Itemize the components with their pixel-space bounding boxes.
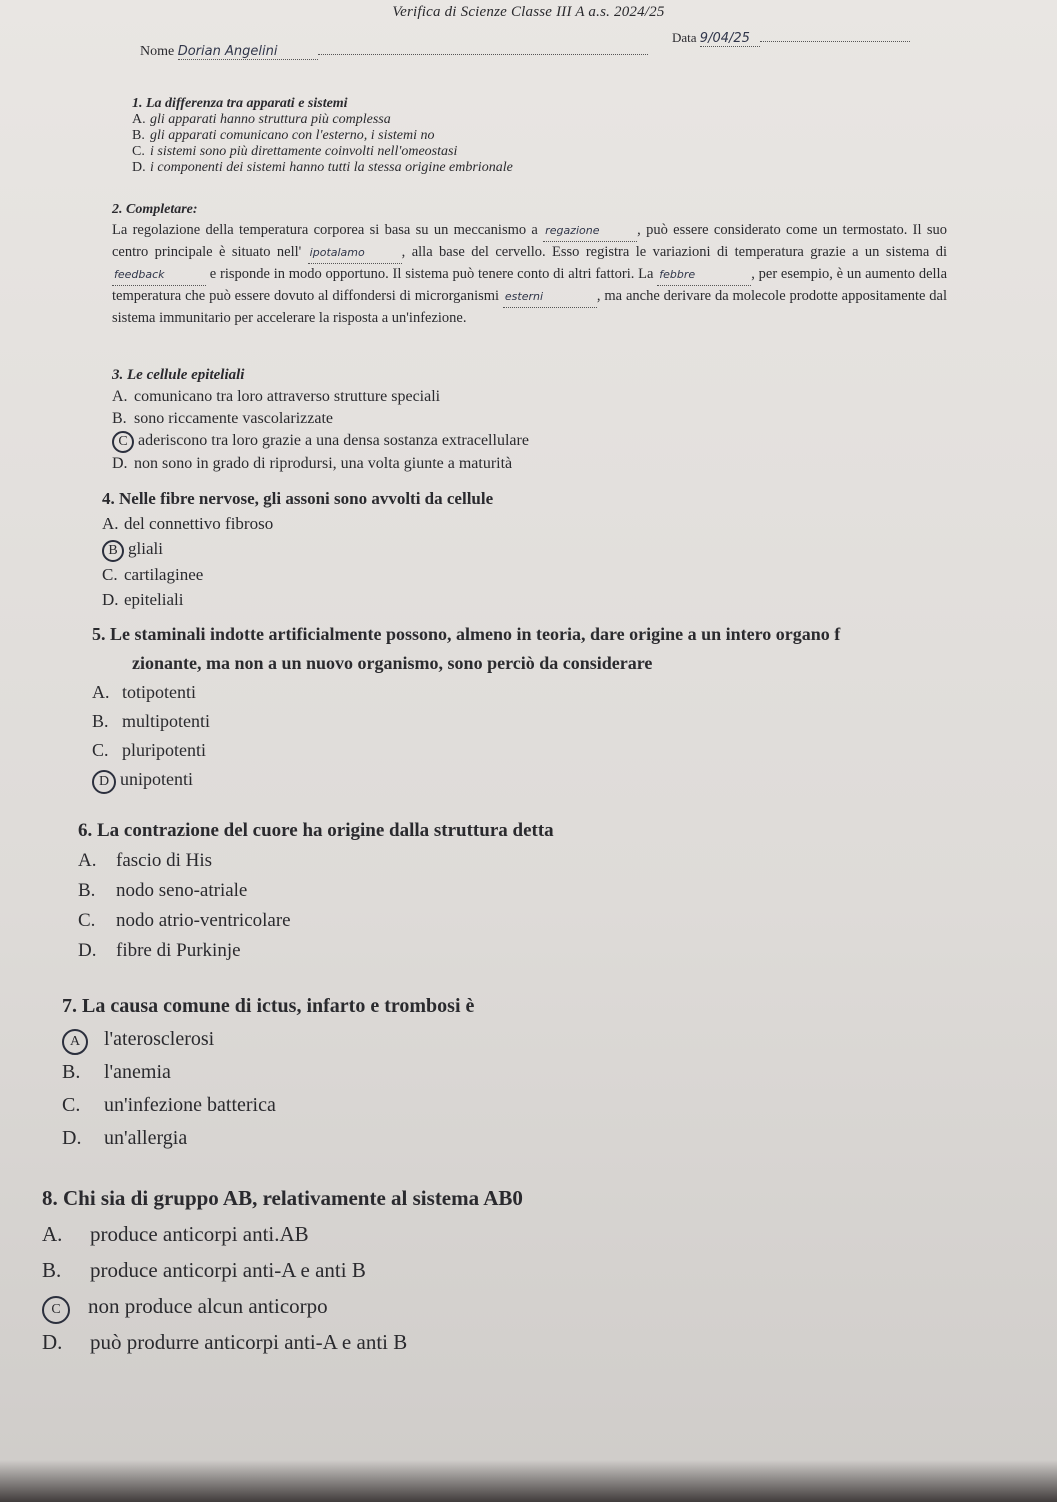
blank-3[interactable]: feedback (112, 265, 206, 286)
option-a[interactable]: A. gli apparati hanno struttura più complessa (132, 112, 391, 127)
question-title-line-1: 5. Le staminali indotte artificialmente possono, almeno in teoria, dare origine a un intero organo f (92, 624, 841, 644)
blank-2[interactable]: ipotalamo (308, 243, 402, 264)
date-label: Data (672, 30, 697, 45)
question-title: 7. La causa comune di ictus, infarto e trombosi è (62, 995, 475, 1017)
option-b[interactable]: B. l'anemia (62, 1061, 171, 1083)
question-title: 2. Completare: (112, 202, 198, 217)
option-c[interactable]: C. i sistemi sono più direttamente coinvolti nell'omeostasi (132, 144, 458, 159)
blank-5[interactable]: esterni (503, 287, 597, 308)
question-3 (112, 364, 529, 475)
option-d[interactable]: D. può produrre anticorpi anti-A e anti B (42, 1330, 408, 1354)
name-label: Nome (140, 44, 175, 59)
option-a[interactable]: A. comunicano tra loro attraverso strutture speciali (112, 388, 441, 405)
date-handwritten: 9/04/25 (700, 31, 760, 47)
option-d[interactable]: D. fibre di Purkinje (78, 940, 241, 961)
option-a-selected[interactable]: A l'aterosclerosi (62, 1023, 474, 1056)
option-d[interactable]: D. epiteliali (102, 590, 184, 609)
question-6 (78, 816, 554, 966)
option-d[interactable]: D. non sono in grado di riprodursi, una volta giunte a maturità (112, 455, 513, 472)
option-c[interactable]: C. nodo atrio-ventricolare (78, 910, 291, 931)
option-c[interactable]: C. pluripotenti (92, 740, 206, 760)
blank-4[interactable]: febbre (657, 265, 751, 286)
option-c-selected[interactable]: C non produce alcun anticorpo (42, 1288, 523, 1324)
option-b[interactable]: B. multipotenti (92, 711, 210, 731)
answer-circle-icon: B (102, 540, 124, 562)
question-1 (132, 96, 513, 176)
option-b[interactable]: B. sono riccamente vascolarizzate (112, 410, 333, 427)
option-c[interactable]: C. cartilaginee (102, 565, 204, 584)
date-dotted-line (760, 41, 910, 42)
blank-1[interactable]: regazione (543, 221, 637, 242)
question-4 (102, 486, 493, 612)
option-b[interactable]: B. gli apparati comunicano con l'esterno, i sistemi no (132, 128, 435, 143)
question-title: 4. Nelle fibre nervose, gli assoni sono avvolti da cellule (102, 489, 494, 508)
date-field (672, 30, 910, 47)
question-8 (42, 1180, 523, 1360)
option-b-selected[interactable]: B gliali (102, 536, 493, 562)
option-c-selected[interactable]: C aderiscono tra loro grazie a una densa sostanza extracellulare (112, 430, 529, 453)
option-a[interactable]: A. del connettivo fibroso (102, 514, 274, 533)
question-title: 6. La contrazione del cuore ha origine dalla struttura detta (78, 820, 554, 841)
answer-circle-icon: C (42, 1296, 70, 1324)
question-title: 1. La differenza tra apparati e sistemi (132, 96, 348, 111)
answer-circle-icon: C (112, 431, 134, 453)
question-title: 8. Chi sia di gruppo AB, relativamente al sistema AB0 (42, 1186, 523, 1210)
option-c[interactable]: C. un'infezione batterica (62, 1094, 276, 1116)
photo-bottom-shadow (0, 1460, 1057, 1502)
name-handwritten: Dorian Angelini (178, 44, 318, 60)
question-7 (62, 990, 474, 1155)
option-b[interactable]: B. produce anticorpi anti-A e anti B (42, 1258, 366, 1282)
option-a[interactable]: A. totipotenti (92, 682, 196, 702)
question-2 (112, 200, 947, 328)
answer-circle-icon: D (92, 770, 116, 794)
question-title-line-2: zionante, ma non a un nuovo organismo, sono perciò da considerare (132, 653, 653, 673)
option-d[interactable]: D. i componenti dei sistemi hanno tutti la stessa origine embrionale (132, 160, 513, 175)
question-5 (92, 620, 1057, 794)
answer-circle-icon: A (62, 1029, 88, 1055)
option-d-selected[interactable]: D unipotenti (92, 765, 1057, 794)
fill-in-paragraph: La regolazione della temperatura corporea si basa su un meccanismo a regazione , può essere considerato come un termostato. Il suo centro principale è situato nell' ipotalamo , alla base del cervello. Esso registra le variazioni di temperatura grazie a un sistema di feedback e risponde in modo opportuno. Il sistema può tenere conto di altri fattori. La febbre , per esempio, è un aumento della temperatura che può essere dovuto al diffondersi di microrganismi esterni , ma anche derivare da molecole prodotte appositamente dal sistema immunitario per accelerare la risposta a un'infezione. (112, 222, 948, 326)
option-b[interactable]: B. nodo seno-atriale (78, 880, 248, 901)
option-a[interactable]: A. produce anticorpi anti.AB (42, 1222, 309, 1246)
option-a[interactable]: A. fascio di His (78, 850, 213, 871)
document-title: Verifica di Scienze Classe III A a.s. 2024/25 (392, 4, 665, 20)
name-field (140, 44, 648, 60)
question-title: 3. Le cellule epiteliali (112, 367, 245, 383)
option-d[interactable]: D. un'allergia (62, 1127, 188, 1149)
name-dotted-line (318, 54, 648, 55)
